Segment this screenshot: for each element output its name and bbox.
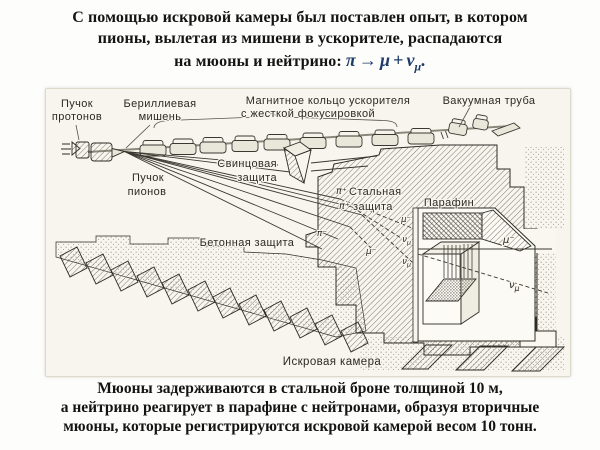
caption-line-2: а нейтрино реагирует в парафине с нейтронами, образуя вторичные (60, 398, 540, 416)
particle-mu-minus-track: μ⁻ (503, 235, 515, 246)
concrete-stipple-topright (524, 147, 564, 229)
particle-pi-minus: π⁻ (316, 229, 327, 239)
label-paraffin: Парафин (423, 197, 475, 209)
caption-line-1: Мюоны задерживаются в стальной броне толщиной 10 м, (97, 380, 503, 397)
particle-mu-minus-wall: μ⁻ (401, 215, 411, 225)
particle-mu-minus-mid: μ⁻ (366, 247, 377, 257)
label-proton-beam-1: Пучок (60, 98, 94, 110)
label-vacuum-pipe: Вакуумная труба (442, 95, 536, 107)
label-beryllium-target-1: Бериллиевая (123, 98, 197, 110)
decay-formula: $\pi \to \mu + \nu_\mu$. (345, 50, 426, 74)
slide-caption (0, 380, 600, 437)
label-pion-beam-1: Пучок (131, 172, 165, 184)
caption-line-3: мюоны, которые регистрируются искровой камерой весом 10 тонн. (63, 417, 537, 435)
label-lead-shield-1: Свинцовая (217, 158, 277, 170)
spark-chamber (423, 242, 479, 324)
label-steel-shield-1: Стальная (349, 186, 402, 198)
experiment-diagram-svg (46, 89, 568, 374)
room-left-wall (413, 208, 418, 342)
label-spark-chamber: Искровая камера (282, 356, 382, 368)
label-proton-beam-2: протонов (51, 111, 103, 123)
title-line-1: С помощью искровой камеры был поставлен опыт, в котором (72, 9, 528, 26)
slide-title (0, 7, 600, 76)
label-magnet-ring-2: с жесткой фокусировкой (240, 108, 376, 120)
particle-nu-track: $\nu_\mu$ (509, 280, 520, 293)
label-steel-shield-2: защита (353, 201, 393, 213)
title-line-2: пионы, вылетая из мишени в ускорителе, распадаются (97, 30, 503, 48)
experiment-diagram (45, 88, 571, 377)
label-beryllium-target-2: мишень (138, 111, 182, 123)
particle-nu-wall-1: $\nu_\mu$ (402, 235, 411, 247)
label-pion-beam-2: пионов (127, 186, 167, 198)
bottom-shield-blocks (402, 345, 564, 371)
label-lead-shield-2: защита (237, 172, 277, 184)
title-line-3-text: на мюоны и нейтрино: (174, 53, 342, 71)
particle-pi-plus-2: π⁺ (339, 201, 350, 212)
particle-nu-wall-2: $\nu_\mu$ (402, 257, 411, 269)
label-concrete-shield: Бетонная защита (199, 237, 295, 249)
particle-pi-plus-1: π⁺ (336, 186, 347, 197)
label-magnet-ring-1: Магнитное кольцо ускорителя (245, 95, 411, 107)
title-line-3 (0, 49, 600, 75)
